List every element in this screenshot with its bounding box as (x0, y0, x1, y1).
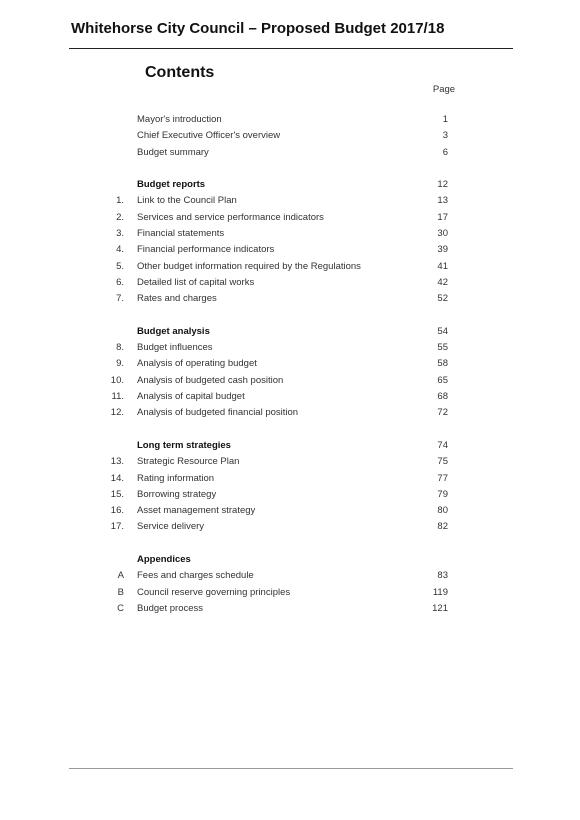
toc-entry[interactable] (0, 503, 580, 519)
toc-entry-page: 58 (437, 358, 448, 370)
toc-entry-title: Other budget information required by the Regulations (137, 260, 361, 272)
section-heading-page: 54 (437, 325, 448, 337)
toc-section-heading[interactable] (0, 177, 580, 193)
toc-entry-title: Financial performance indicators (137, 244, 275, 256)
toc-entry-title: Analysis of budgeted cash position (137, 374, 284, 386)
section-heading-title: Budget analysis (137, 325, 210, 337)
toc-entry[interactable] (0, 568, 580, 584)
toc-entry-title: Analysis of capital budget (137, 391, 245, 403)
toc-entry-title: Budget influences (137, 342, 213, 354)
toc-entry[interactable] (0, 210, 580, 226)
toc-entry-title: Chief Executive Officer's overview (137, 130, 281, 142)
toc-section-heading[interactable] (0, 438, 580, 454)
toc-entry-page: 75 (437, 456, 448, 468)
toc-entry[interactable] (0, 112, 580, 128)
toc-entry-number: 16. (110, 505, 124, 517)
toc-entry-number: 2. (116, 211, 124, 223)
toc-entry-number: 13. (110, 456, 124, 468)
toc-entry-page: 68 (437, 391, 448, 403)
section-spacer (0, 161, 580, 177)
toc-entry-title: Detailed list of capital works (137, 276, 255, 288)
section-heading-title: Appendices (137, 554, 191, 566)
toc-entry[interactable] (0, 242, 580, 258)
toc-entry-number: 7. (116, 293, 124, 305)
toc-entry-page: 30 (437, 228, 448, 240)
section-heading-title: Long term strategies (137, 439, 231, 451)
toc-entry-title: Council reserve governing principles (137, 586, 291, 598)
toc-entry-number: 4. (116, 244, 124, 256)
toc-entry-page: 79 (437, 488, 448, 500)
toc-entry-page: 13 (437, 195, 448, 207)
toc-entry[interactable] (0, 454, 580, 470)
toc-entry-page: 1 (442, 114, 448, 125)
section-spacer (0, 536, 580, 552)
toc-entry[interactable] (0, 226, 580, 242)
toc-entry-title: Mayor's introduction (137, 114, 222, 125)
contents-heading: Contents (145, 64, 215, 81)
toc-entry-title: Analysis of budgeted financial position (137, 407, 299, 419)
toc-section-heading[interactable] (0, 552, 580, 568)
toc-entry-number: 10. (110, 374, 124, 386)
toc-entry-title: Budget process (137, 602, 204, 614)
toc-entry-page: 39 (437, 244, 448, 256)
toc-entry[interactable] (0, 471, 580, 487)
toc-entry-page: 42 (437, 276, 448, 288)
toc-entry[interactable] (0, 373, 580, 389)
toc-entry-title: Link to the Council Plan (137, 195, 237, 207)
toc-entry[interactable] (0, 128, 580, 144)
toc-entry[interactable] (0, 193, 580, 209)
toc-entry-number: 12. (110, 407, 124, 419)
toc-entry-title: Strategic Resource Plan (137, 456, 240, 468)
toc-entry[interactable] (0, 275, 580, 291)
toc-entry[interactable] (0, 389, 580, 405)
header-divider (69, 48, 513, 49)
toc-entry[interactable] (0, 585, 580, 601)
toc-entry[interactable] (0, 405, 580, 421)
section-spacer (0, 422, 580, 438)
toc-entry-number: 1. (116, 195, 124, 207)
toc-entry-number: B (117, 586, 124, 598)
toc-entry-page: 55 (437, 342, 448, 354)
toc-entry-page: 121 (432, 602, 448, 614)
page-column-label: Page (432, 84, 456, 95)
toc-entry-title: Fees and charges schedule (137, 570, 254, 582)
section-heading-title: Budget reports (137, 179, 206, 191)
toc-entry[interactable] (0, 291, 580, 307)
section-heading-page: 74 (437, 439, 448, 451)
toc-entry-number: 6. (116, 276, 124, 288)
footer-divider (69, 768, 513, 769)
toc-entry[interactable] (0, 601, 580, 617)
toc-entry-page: 52 (437, 293, 448, 305)
toc-entry-page: 83 (437, 570, 448, 582)
toc-entry-title: Financial statements (137, 228, 225, 240)
toc-entry-page: 72 (437, 407, 448, 419)
toc-entry-number: 9. (116, 358, 124, 370)
toc-entry-number: 3. (116, 228, 124, 240)
toc-entry-number: 15. (110, 488, 124, 500)
section-heading-page: 12 (437, 179, 448, 191)
toc-entry[interactable] (0, 259, 580, 275)
toc-entry-page: 65 (437, 374, 448, 386)
toc-entry-title: Service delivery (137, 521, 205, 533)
toc-entry[interactable] (0, 145, 580, 161)
toc-entry-title: Budget summary (137, 146, 209, 158)
toc-entry-number: 17. (110, 521, 124, 533)
toc-entry-page: 82 (437, 521, 448, 533)
document-header-title: Whitehorse City Council – Proposed Budget 2017/18 (71, 20, 445, 37)
toc-entry-page: 6 (442, 146, 448, 158)
toc-entry-number: 11. (111, 391, 124, 403)
toc-entry-page: 17 (437, 211, 448, 223)
toc-section-heading[interactable] (0, 324, 580, 340)
toc-entry-title: Rating information (137, 472, 215, 484)
toc-entry-page: 119 (432, 586, 448, 598)
section-spacer (0, 308, 580, 324)
toc-entry-page: 80 (437, 505, 448, 517)
toc-entry-page: 77 (437, 472, 448, 484)
toc-entry[interactable] (0, 519, 580, 535)
toc-entry-title: Borrowing strategy (137, 488, 217, 500)
toc-entry-page: 41 (437, 260, 448, 272)
toc-entry-number: A (117, 570, 124, 582)
toc-entry-title: Rates and charges (137, 293, 217, 305)
toc-entry-number: C (117, 602, 124, 614)
toc-entry-number: 14. (110, 472, 124, 484)
toc-entry-title: Analysis of operating budget (137, 358, 257, 370)
toc-entry-number: 8. (116, 342, 124, 354)
toc-entry-title: Asset management strategy (137, 505, 256, 517)
toc-entry[interactable] (0, 340, 580, 356)
toc-entry-number: 5. (116, 260, 124, 272)
table-of-contents (0, 112, 580, 617)
toc-entry-title: Services and service performance indicators (137, 211, 324, 223)
toc-entry[interactable] (0, 356, 580, 372)
toc-entry-page: 3 (442, 130, 448, 142)
toc-entry[interactable] (0, 487, 580, 503)
